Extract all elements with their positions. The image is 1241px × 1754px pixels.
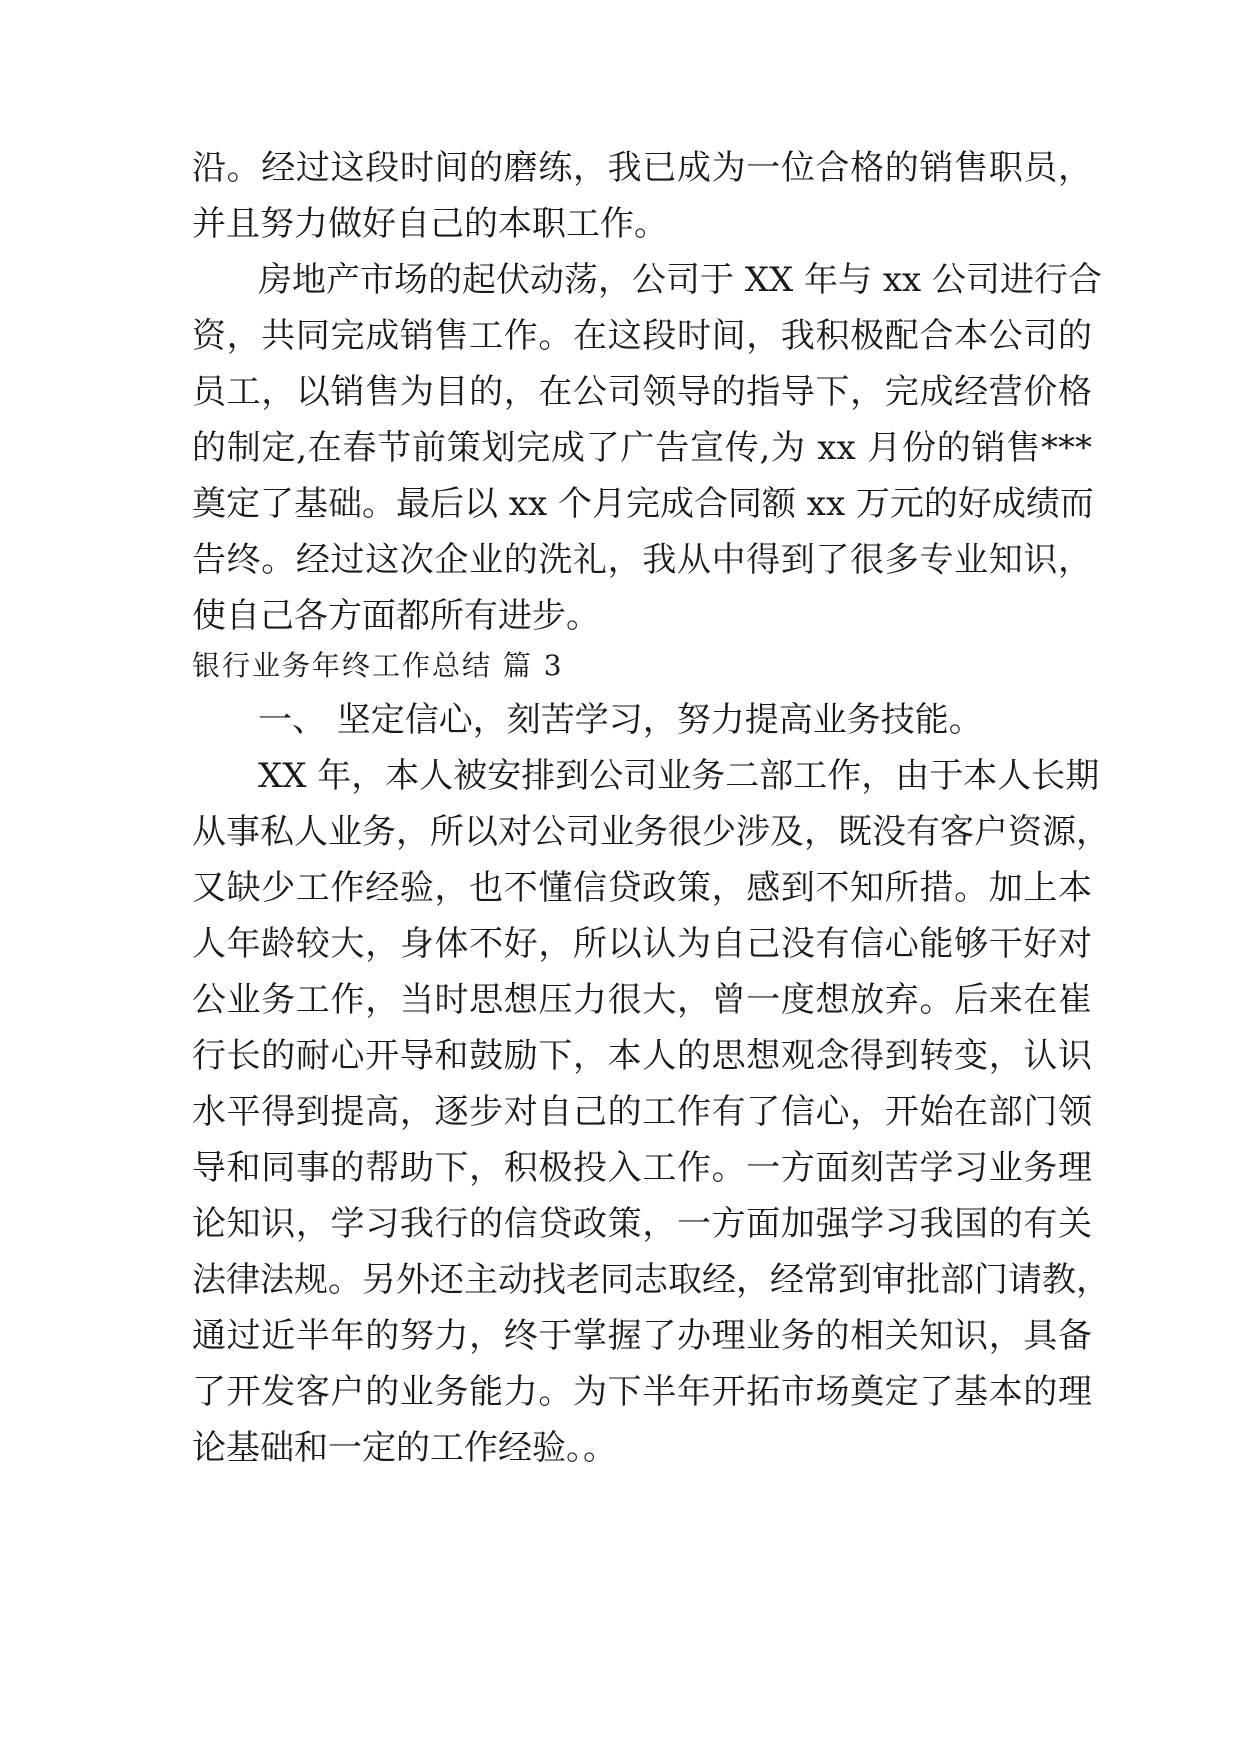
paragraph-line: 资，共同完成销售工作。在这段时间，我积极配合本公司的 xyxy=(192,316,1092,356)
paragraph-line: 沿。经过这段时间的磨练，我已成为一位合格的销售职员， xyxy=(192,148,1092,188)
paragraph-line: 行长的耐心开导和鼓励下，本人的思想观念得到转变，认识 xyxy=(192,1036,1092,1076)
paragraph-line: 从事私人业务，所以对公司业务很少涉及，既没有客户资源， xyxy=(192,812,1110,852)
paragraph-line: 人年龄较大，身体不好，所以认为自己没有信心能够干好对 xyxy=(192,924,1092,964)
subheading: 一、 坚定信心，刻苦学习，努力提高业务技能。 xyxy=(258,700,983,740)
paragraph-line: 导和同事的帮助下，积极投入工作。一方面刻苦学习业务理 xyxy=(192,1148,1092,1188)
paragraph-line: 论知识，学习我行的信贷政策，一方面加强学习我国的有关 xyxy=(192,1204,1092,1244)
paragraph-line: 员工，以销售为目的，在公司领导的指导下，完成经营价格 xyxy=(192,372,1092,412)
paragraph-line: 了开发客户的业务能力。为下半年开拓市场奠定了基本的理 xyxy=(192,1372,1092,1412)
paragraph-line: 告终。经过这次企业的洗礼，我从中得到了很多专业知识， xyxy=(192,540,1092,580)
paragraph-line: 并且努力做好自己的本职工作。 xyxy=(192,204,668,244)
paragraph-line: XX 年，本人被安排到公司业务二部工作，由于本人长期 xyxy=(258,756,1100,796)
paragraph-line: 通过近半年的努力，终于掌握了办理业务的相关知识，具备 xyxy=(192,1316,1092,1356)
paragraph-line: 法律法规。另外还主动找老同志取经，经常到审批部门请教， xyxy=(192,1260,1110,1300)
paragraph-line: 的制定,在春节前策划完成了广告宣传,为 xx 月份的销售*** xyxy=(192,428,1092,468)
paragraph-line: 使自己各方面都所有进步。 xyxy=(192,596,600,636)
paragraph-line: 房地产市场的起伏动荡，公司于 XX 年与 xx 公司进行合 xyxy=(258,260,1102,300)
section-heading: 银行业务年终工作总结 篇 3 xyxy=(192,649,564,682)
paragraph-line: 水平得到提高，逐步对自己的工作有了信心，开始在部门领 xyxy=(192,1092,1092,1132)
paragraph-line: 又缺少工作经验，也不懂信贷政策，感到不知所措。加上本 xyxy=(192,868,1092,908)
paragraph-line: 论基础和一定的工作经验。。 xyxy=(192,1428,617,1468)
paragraph-line: 奠定了基础。最后以 xx 个月完成合同额 xx 万元的好成绩而 xyxy=(192,484,1094,524)
paragraph-line: 公业务工作，当时思想压力很大，曾一度想放弃。后来在崔 xyxy=(192,980,1092,1020)
